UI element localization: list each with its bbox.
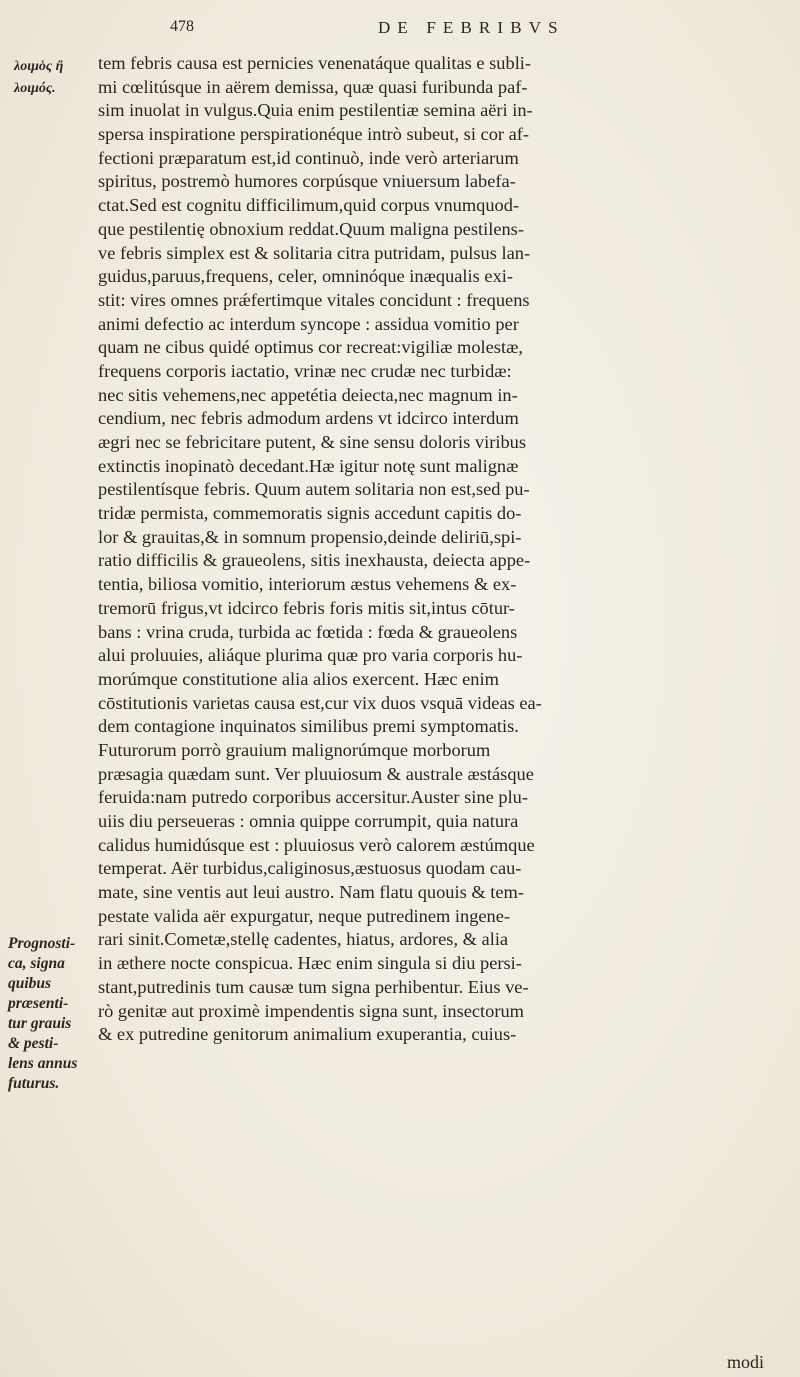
margin-note-line: & pesti- — [8, 1035, 59, 1052]
text-line: tremorū frigus,vt idcirco febris foris mitis sit,intus cōtur- — [98, 597, 515, 618]
text-line: rò genitæ aut proximè impendentis signa sunt, insectorum — [98, 1000, 524, 1021]
text-line: Futurorum porrò grauium malignorúmque morborum — [98, 739, 491, 760]
text-line: pestilentísque febris. Quum autem solitaria non est,sed pu- — [98, 479, 530, 500]
text-line: in æthere nocte conspicua. Hæc enim singula si diu persi- — [98, 953, 522, 974]
text-line: mi cœlitúsque in aërem demissa, quæ quasi furibunda paf- — [98, 76, 528, 97]
margin-greek-line: λοιμός. — [14, 81, 56, 96]
text-line: nec sitis vehemens,nec appetétia deiecta,nec magnum in- — [98, 384, 518, 405]
text-line: pestate valida aër expurgatur, neque putredinem ingene- — [98, 905, 511, 926]
text-line: dem contagione inquinatos similibus premi symptomatis. — [98, 716, 519, 737]
margin-note-line: lens annus — [8, 1055, 78, 1072]
catchword: modi — [726, 1352, 764, 1372]
main-text-block — [98, 52, 764, 1047]
text-line: temperat. Aër turbidus,caliginosus,æstuosus quodam cau- — [98, 858, 522, 879]
text-line: stant,putredinis tum causæ tum signa perhibentur. Eius ve- — [98, 976, 529, 997]
text-line: spiritus, postremò humores corpúsque vniuersum labefa- — [98, 171, 516, 192]
margin-note — [8, 934, 98, 1094]
page-number: 478 — [170, 18, 194, 35]
margin-note-line: quibus — [8, 975, 52, 992]
margin-note-line: tur grauis — [8, 1015, 72, 1032]
text-line: animi defectio ac interdum syncope : assidua vomitio per — [98, 313, 519, 334]
margin-note-line: Prognosti- — [8, 935, 76, 952]
text-line: uiis diu perseueras : omnia quippe corrumpit, quia natura — [98, 811, 519, 831]
text-line: cōstitutionis varietas causa est,cur vix duos vsquā videas ea- — [98, 692, 542, 713]
text-line: alui proluuies, aliáque plurima quæ pro varia corporis hu- — [98, 645, 523, 666]
text-line: extinctis inopinatò decedant.Hæ igitur notę sunt malignæ — [98, 455, 519, 476]
text-line: bans : vrina cruda, turbida ac fœtida : fœda & graueolens — [98, 621, 518, 642]
text-line: frequens corporis iactatio, vrinæ nec crudæ nec turbidæ: — [98, 360, 512, 381]
text-line: guidus,paruus,frequens, celer, omninóque inæqualis exi- — [98, 266, 514, 287]
text-line: ægri nec se febricitare putent, & sine sensu doloris viribus — [98, 432, 526, 452]
text-line: ratio difficilis & graueolens, sitis inexhausta, deiecta appe- — [98, 550, 531, 571]
text-line: tem febris causa est pernicies venenatáque qualitas e subli- — [98, 53, 532, 73]
margin-note-line: præsenti- — [8, 995, 69, 1012]
text-line: fectioni præparatum est,id continuò, inde verò arteriarum — [98, 147, 519, 168]
text-line: præsagia quædam sunt. Ver pluuiosum & australe æstásque — [98, 763, 534, 784]
text-line: calidus humidúsque est : pluuiosus verò calorem æstúmque — [98, 834, 535, 855]
margin-greek — [14, 56, 94, 100]
margin-note-line: ca, signa — [8, 955, 65, 972]
text-line: sim inuolat in vulgus.Quia enim pestilentiæ semina aëri in- — [98, 100, 533, 121]
text-line: tentia, biliosa vomitio, interiorum æstus vehemens & ex- — [98, 574, 517, 595]
text-line: mate, sine ventis aut leui austro. Nam flatu quouis & tem- — [98, 882, 524, 903]
text-line: feruida:nam putredo corporibus accersitur.Auster sine plu- — [98, 787, 528, 808]
margin-greek-line: λοιμὸς ἢ — [14, 59, 64, 74]
text-line: morúmque constitutione alia alios exercent. Hæc enim — [98, 668, 499, 689]
text-line: cendium, nec febris admodum ardens vt idcirco interdum — [98, 408, 519, 429]
text-line: ve febris simplex est & solitaria citra putridam, pulsus lan- — [98, 242, 531, 263]
text-line: quam ne cibus quidé optimus cor recreat:vigiliæ molestæ, — [98, 337, 523, 358]
text-line: lor & grauitas,& in somnum propensio,deinde deliriū,spi- — [98, 526, 522, 547]
margin-note-line: futurus. — [8, 1075, 60, 1092]
text-line: spersa inspiratione perspirationéque intrò subeut, si cor af- — [98, 124, 530, 145]
text-line: tridæ permista, commemoratis signis accedunt capitis do- — [98, 503, 522, 524]
text-line: & ex putredine genitorum animalium exuperantia, cuius- — [98, 1024, 517, 1045]
text-line: rari sinit.Cometæ,stellę cadentes, hiatus, ardores, & alia — [98, 929, 509, 950]
text-line: ctat.Sed est cognitu difficilimum,quid corpus vnumquod- — [98, 195, 520, 216]
page-header — [170, 14, 740, 44]
running-title: DE FEBRIBVS — [378, 18, 565, 37]
text-line: que pestilentię obnoxium reddat.Quum maligna pestilens- — [98, 218, 524, 239]
text-line: stit: vires omnes prǽfertimque vitales concidunt : frequens — [98, 289, 530, 310]
